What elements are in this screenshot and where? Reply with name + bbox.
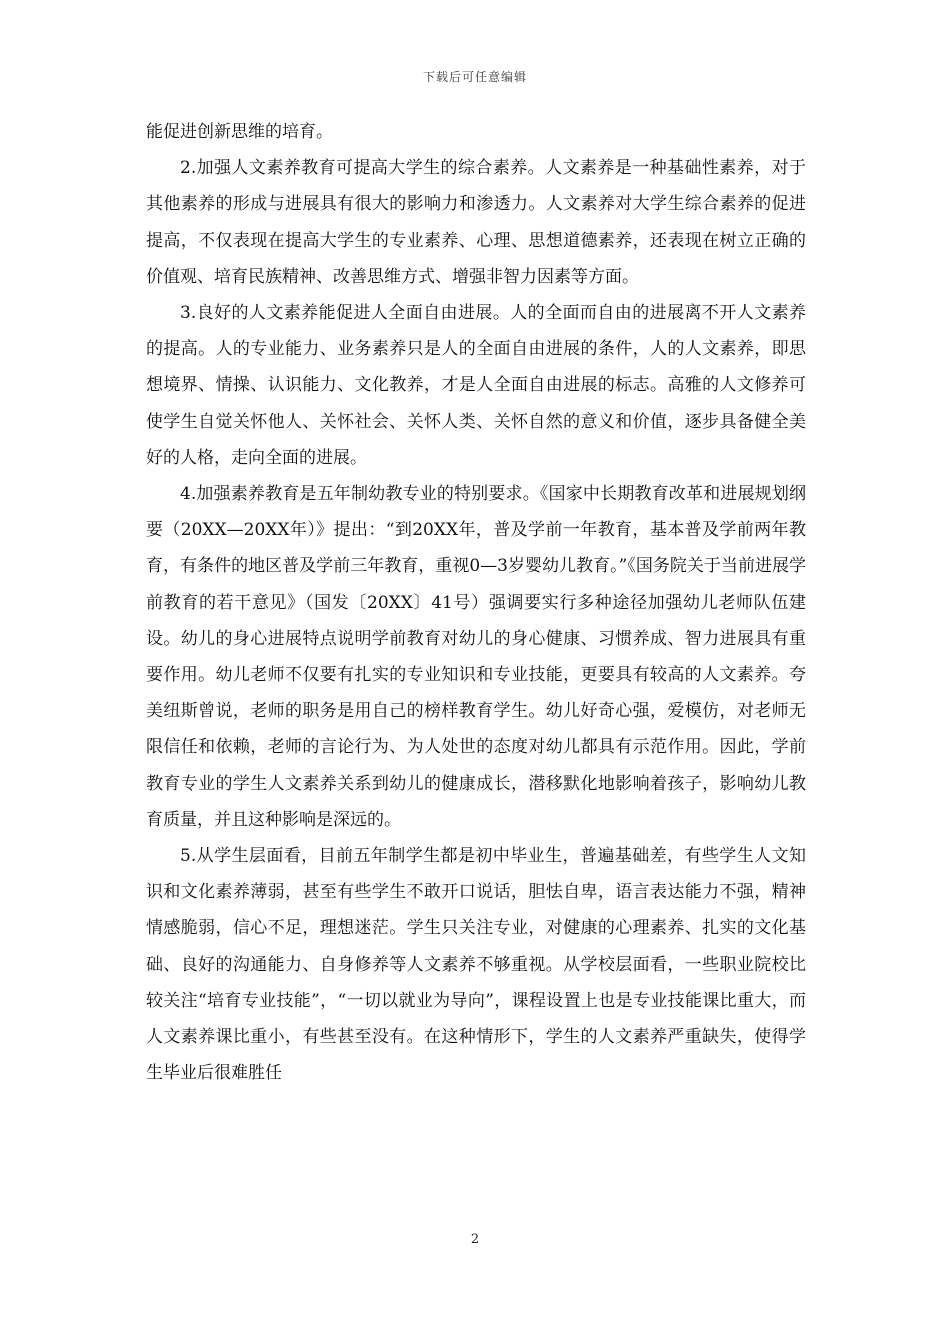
paragraph-point-5: 5.从学生层面看，目前五年制学生都是初中毕业生，普遍基础差，有些学生人文知识和文化素养薄弱，甚至有些学生不敢开口说话，胆怯自卑，语言表达能力不强，精神情感脆弱，信心不足，理想迷茫。学生只关注专业，对健康的心理素养、扎实的文化基础、良好的沟通能力、自身修养等人文素养不够重视。从学校层面看，一些职业院校比较关注“培育专业技能”，“一切以就业为导向”，课程设置上也是专业技能课比重大，而人文素养课比重小，有些甚至没有。在这种情形下，学生的人文素养严重缺失，使得学生毕业后很难胜任 (146, 846, 806, 1084)
paragraph-point-2: 2.加强人文素养教育可提高大学生的综合素养。人文素养是一种基础性素养，对于其他素养的形成与进展具有很大的影响力和渗透力。人文素养对大学生综合素养的促进提高，不仅表现在提高大学生的专业素养、心理、思想道德素养，还表现在树立正确的价值观、培育民族精神、改善思维方式、增强非智力因素等方面。 (146, 158, 806, 287)
document-body (146, 114, 806, 1091)
paragraph-point-4: 4.加强素养教育是五年制幼教专业的特别要求。《国家中长期教育改革和进展规划纲要（20XX—20XX年）》提出：“到20XX年，普及学前一年教育，基本普及学前两年教育，有条件的地区普及学前三年教育，重视0—3岁婴幼儿教育。”《国务院关于当前进展学前教育的若干意见》（国发〔20XX〕41号）强调要实行多种途径加强幼儿老师队伍建设。幼儿的身心进展特点说明学前教育对幼儿的身心健康、习惯养成、智力进展具有重要作用。幼儿老师不仅要有扎实的专业知识和专业技能，更要具有较高的人文素养。夸美纽斯曾说，老师的职务是用自己的榜样教育学生。幼儿好奇心强，爱模仿，对老师无限信任和依赖，老师的言论行为、为人处世的态度对幼儿都具有示范作用。因此，学前教育专业的学生人文素养关系到幼儿的健康成长，潜移默化地影响着孩子，影响幼儿教育质量，并且这种影响是深远的。 (146, 484, 806, 830)
paragraph-continuation: 能促进创新思维的培育。 (146, 122, 333, 142)
page-header: 下载后可任意编辑 (422, 70, 527, 84)
paragraph-point-3: 3.良好的人文素养能促进人全面自由进展。人的全面而自由的进展离不开人文素养的提高。人的专业能力、业务素养只是人的全面自由进展的条件，人的人文素养，即思想境界、情操、认识能力、文化教养，才是人全面自由进展的标志。高雅的人文修养可使学生自觉关怀他人、关怀社会、关怀人类、关怀自然的意义和价值，逐步具备健全美好的人格，走向全面的进展。 (146, 303, 806, 468)
page-number: 2 (470, 1232, 480, 1247)
